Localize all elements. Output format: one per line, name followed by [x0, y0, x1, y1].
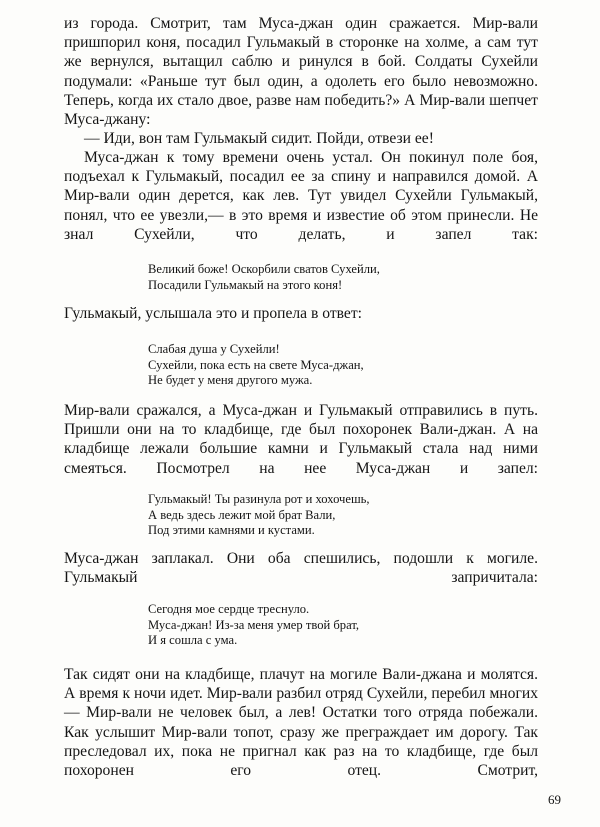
paragraph-6: Муса-джан заплакал. Они оба спешились, подошли к могиле. Гульмакый запричитала:: [64, 550, 538, 587]
verse-line: Не будет у меня другого мужа.: [148, 373, 313, 388]
verse-line: Гульмакый! Ты разинула рот и хохочешь,: [148, 492, 370, 506]
paragraph-7: Так сидят они на кладбище, плачут на могиле Вали-джана и молятся. А время к ночи идет. Мир-вали разбил отряд Сухейли, перебил многих — Мир-вали не человек был, а лев! Остатки того отряда побежали. Как услышит Мир-вали топот, сразу же преграждает им дорогу. Так преследовал их, пока не пригнал как раз на то кладбище, где был похоронен его отец. Смотрит,: [64, 666, 538, 780]
verse-line: Сегодня мое сердце треснуло.: [148, 602, 310, 616]
verse-line: Посадили Гульмакый на этого коня!: [148, 277, 343, 292]
verse-line: Слабая душа у Сухейли!: [148, 342, 280, 356]
verse-line: Сухейли, пока есть на свете Муса-джан,: [148, 357, 364, 372]
verse-1: [148, 262, 548, 293]
paragraph-2-dialogue: — Иди, вон там Гульмакый сидит. Пойди, отвези ее!: [84, 130, 434, 147]
paragraph-4: Гульмакый, услышала это и пропела в ответ:: [64, 305, 363, 322]
verse-line: Под этими камнями и кустами.: [148, 523, 315, 538]
verse-line: Муса-джан! Из-за меня умер твой брат,: [148, 617, 360, 632]
verse-line: Великий боже! Оскорбили сватов Сухейли,: [148, 262, 380, 276]
verse-line: А ведь здесь лежит мой брат Вали,: [148, 507, 336, 522]
verse-3: [148, 492, 548, 539]
verse-line: И я сошла с ума.: [148, 633, 238, 648]
page-number: 69: [548, 792, 561, 807]
verse-4: [148, 602, 548, 649]
paragraph-1: из города. Смотрит, там Муса-джан один сражается. Мир-вали пришпорил коня, посадил Гульмакый в сторонке на холме, а сам тут же вернулся, вытащил саблю и ринулся в бой. Солдаты Сухейли подумали: «Раньше тут был один, а одолеть его было невозможно. Теперь, когда их стало двое, разве нам победить?» А Мир-вали шепчет Муса-джану:: [64, 15, 538, 129]
paragraph-3: Муса-джан к тому времени очень устал. Он покинул поле боя, подъехал к Гульмакый, посадил ее за спину и направился домой. А Мир-вали один дерется, как лев. Тут увидел Сухейли Гульмакый, понял, что ее увезли,— в это время и известие об этом принесли. Не знал Сухейли, что делать, и запел так:: [64, 149, 538, 243]
verse-2: [148, 342, 548, 389]
paragraph-5: Мир-вали сражался, а Муса-джан и Гульмакый отправились в путь. Пришли они на то кладбище, где был похоронек Вали-джан. А на кладбище лежали большие камни и Гульмакый стала над ними смеяться. Посмотрел на нее Муса-джан и запел:: [64, 402, 538, 477]
